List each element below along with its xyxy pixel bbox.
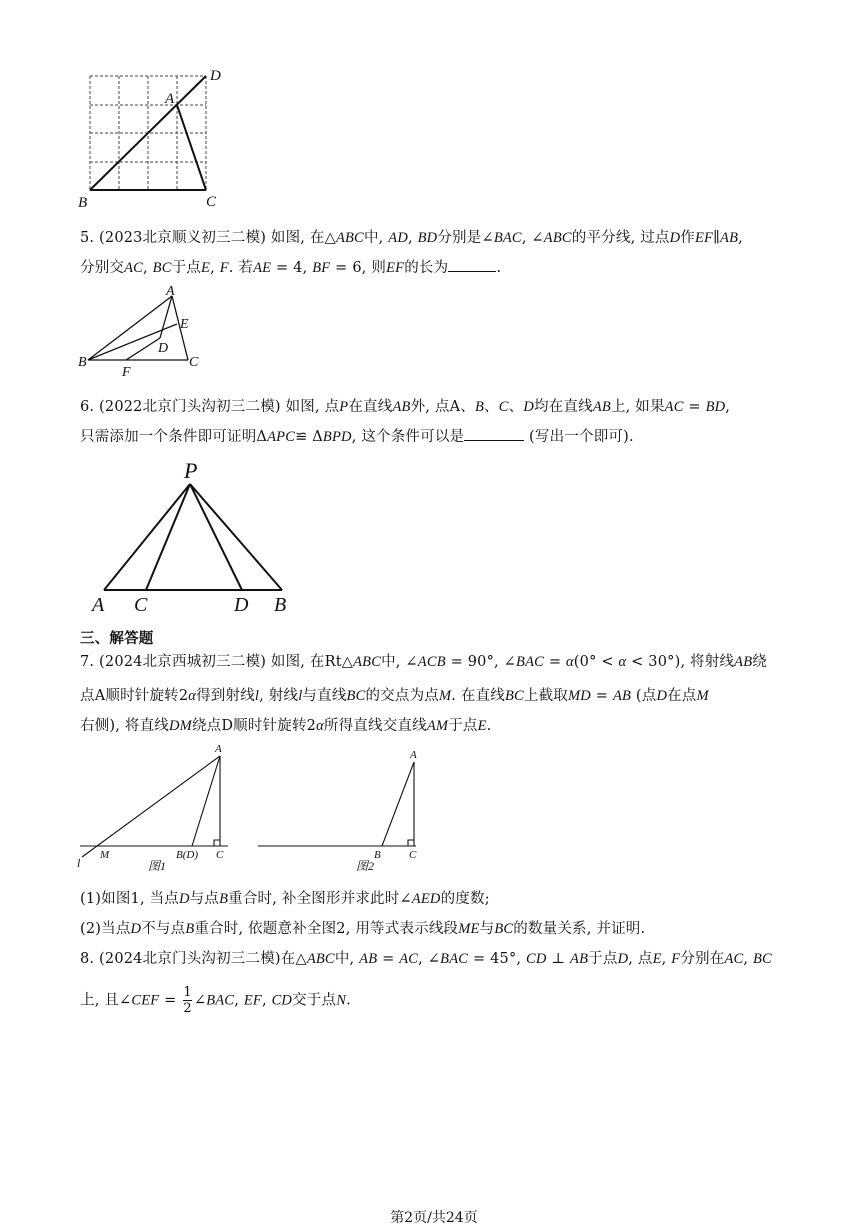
segment-ac — [177, 105, 206, 190]
q5-line2: 分别交AC, BC于点E, F. 若AE = 4, BF = 6, 则EF的长为 . — [80, 256, 501, 277]
fraction-half: $\frac{1}{2}$ — [183, 985, 192, 1016]
q7-line3: 右侧), 将直线DM绕点D顺时针旋转2α所得直线交直线AM于点E. — [80, 718, 492, 734]
label-c: C — [206, 194, 217, 210]
q7-sub2: (2)当点D不与点B重合时, 依题意补全图2, 用等式表示线段ME与BC的数量关系, 并证明. — [80, 921, 646, 937]
page-number: 第2页/共24页 — [390, 1210, 478, 1226]
q7-sub1: (1)如图1, 当点D与点B重合时, 补全图形并求此时∠AED的度数; — [80, 891, 490, 907]
svg-text:F: F — [122, 365, 131, 380]
svg-text:l: l — [77, 856, 81, 870]
svg-text:A: A — [215, 743, 222, 755]
q7-figure-2 — [256, 740, 426, 875]
q7-line1: 7. (2024北京西城初三二模) 如图, 在Rt△ABC中, ∠ACB = 90°, ∠BAC = α(0° < α < 30°), 将射线AB绕 — [80, 654, 767, 670]
svg-text:D: D — [158, 341, 169, 356]
svg-text:P: P — [184, 458, 198, 483]
label-d: D — [210, 68, 221, 84]
q5-line1: 5. (2023北京顺义初三二模) 如图, 在△ABC中, AD, BD分别是∠BAC, ∠ABC的平分线, 过点D作EF∥AB, — [80, 230, 743, 246]
section-heading: 三、解答题 — [80, 630, 154, 647]
svg-text:M: M — [100, 849, 110, 861]
svg-text:B: B — [78, 355, 87, 370]
label-b: B — [78, 195, 88, 211]
answer-blank — [448, 257, 496, 272]
svg-text:C: C — [409, 849, 417, 861]
q8-line1: 8. (2024北京门头沟初三二模)在△ABC中, AB = AC, ∠BAC = 45°, CD ⊥ AB于点D, 点E, F分别在AC, BC — [80, 951, 772, 967]
q8-line2: 上, 且∠CEF = $\frac{1}{2}$ ∠BAC, EF, CD交于点N. — [80, 985, 351, 1016]
svg-text:B(D): B(D) — [176, 849, 198, 861]
svg-text:图1: 图1 — [148, 859, 167, 873]
svg-text:C: C — [134, 594, 148, 616]
q6-line1: 6. (2022北京门头沟初三二模) 如图, 点P在直线AB外, 点A、B、C、D均在直线AB上, 如果AC = BD, — [80, 399, 731, 415]
q5-figure — [76, 284, 216, 379]
q6-line2: 只需添加一个条件即可证明ΔAPC≌ ΔBPD, 这个条件可以是 (写出一个即可). — [80, 425, 634, 446]
label-a: A — [165, 91, 175, 107]
svg-text:C: C — [189, 355, 199, 370]
answer-blank — [464, 426, 524, 441]
q6-figure — [86, 456, 306, 616]
svg-text:A: A — [166, 284, 175, 299]
grid-figure — [76, 62, 236, 212]
svg-text:B: B — [274, 594, 287, 616]
svg-text:A: A — [410, 749, 417, 761]
svg-text:E: E — [180, 317, 189, 332]
svg-text:C: C — [216, 849, 224, 861]
svg-text:图2: 图2 — [356, 859, 375, 873]
svg-text:D: D — [234, 594, 249, 616]
q7-line2: 点A顺时针旋转2α得到射线l, 射线l与直线BC的交点为点M. 在直线BC上截取MD = AB (点D在点M — [80, 688, 709, 704]
svg-text:B: B — [374, 849, 381, 861]
q7-figure-1 — [74, 740, 244, 875]
svg-text:A: A — [92, 594, 105, 616]
